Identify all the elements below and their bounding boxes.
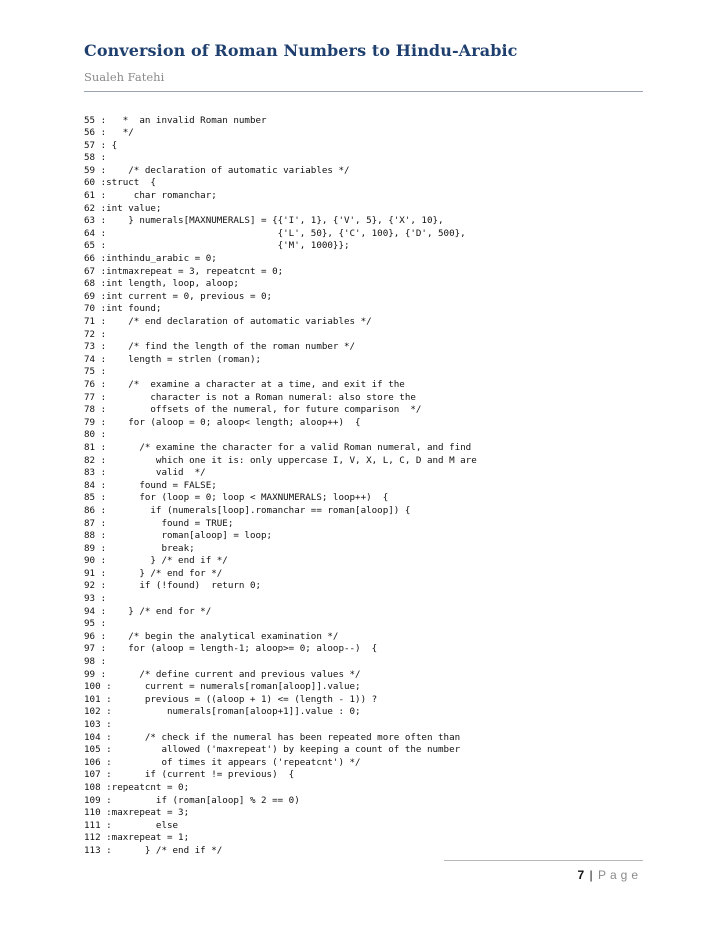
code-line: 110 :maxrepeat = 3; bbox=[84, 807, 190, 819]
code-line: 67 :intmaxrepeat = 3, repeatcnt = 0; bbox=[84, 265, 284, 277]
code-line: 105 : allowed ('maxrepeat') by keeping a count of the number bbox=[84, 744, 461, 756]
code-line: 56 : */ bbox=[84, 127, 134, 139]
code-line: 85 : for (loop = 0; loop < MAXNUMERALS; loop++) { bbox=[84, 492, 389, 504]
code-line: 76 : /* examine a character at a time, and exit if the bbox=[84, 378, 405, 390]
code-line: 72 : bbox=[84, 328, 107, 340]
code-line: 91 : } /* end for */ bbox=[84, 567, 223, 579]
document-title: Conversion of Roman Numbers to Hindu-Arabic bbox=[84, 41, 518, 60]
code-line: 58 : bbox=[84, 152, 107, 164]
code-line: 82 : which one it is: only uppercase I, V, X, L, C, D and M are bbox=[84, 454, 477, 466]
code-line: 81 : /* examine the character for a valid Roman numeral, and find bbox=[84, 441, 472, 453]
code-line: 86 : if (numerals[loop].romanchar == roman[aloop]) { bbox=[84, 504, 411, 516]
code-line: 79 : for (aloop = 0; aloop< length; aloop++) { bbox=[84, 416, 361, 428]
code-line: 75 : bbox=[84, 366, 107, 378]
code-line: 95 : bbox=[84, 618, 107, 630]
document-author: Sualeh Fatehi bbox=[84, 70, 165, 84]
footer-separator: | bbox=[589, 868, 593, 882]
code-line: 103 : bbox=[84, 719, 112, 730]
code-line: 89 : break; bbox=[84, 542, 195, 554]
code-line: 102 : numerals[roman[aloop+1]].value : 0; bbox=[84, 706, 361, 718]
code-line: 108 :repeatcnt = 0; bbox=[84, 781, 190, 793]
code-line: 65 : {'M', 1000}}; bbox=[84, 240, 350, 252]
code-line: 77 : character is not a Roman numeral: also store the bbox=[84, 391, 416, 403]
code-line: 96 : /* begin the analytical examination */ bbox=[84, 630, 339, 642]
code-line: 98 : bbox=[84, 656, 107, 668]
page-number: 7 bbox=[577, 868, 585, 882]
page-footer bbox=[577, 868, 642, 882]
code-line: 99 : /* define current and previous values */ bbox=[84, 668, 361, 680]
code-line: 92 : if (!found) return 0; bbox=[84, 580, 262, 592]
code-line: 64 : {'L', 50}, {'C', 100}, {'D', 500}, bbox=[84, 227, 466, 239]
code-listing bbox=[84, 115, 644, 858]
page-label: Page bbox=[597, 868, 642, 882]
code-line: 111 : else bbox=[84, 819, 179, 831]
code-line: 66 :inthindu_arabic = 0; bbox=[84, 253, 217, 265]
code-line: 94 : } /* end for */ bbox=[84, 605, 212, 617]
code-line: 101 : previous = ((aloop + 1) <= (length - 1)) ? bbox=[84, 693, 378, 705]
code-line: 87 : found = TRUE; bbox=[84, 517, 234, 529]
code-line: 60 :struct { bbox=[84, 177, 156, 189]
code-line: 68 :int length, loop, aloop; bbox=[84, 278, 239, 290]
code-line: 100 : current = numerals[roman[aloop]].value; bbox=[84, 681, 361, 693]
code-line: 112 :maxrepeat = 1; bbox=[84, 832, 190, 844]
footer-divider bbox=[444, 860, 643, 861]
code-line: 93 : bbox=[84, 593, 107, 605]
code-line: 104 : /* check if the numeral has been repeated more often than bbox=[84, 731, 461, 743]
code-line: 63 : } numerals[MAXNUMERALS] = {{'I', 1}, {'V', 5}, {'X', 10}, bbox=[84, 215, 444, 227]
code-line: 73 : /* find the length of the roman number */ bbox=[84, 341, 356, 353]
code-line: 84 : found = FALSE; bbox=[84, 479, 217, 491]
code-line: 74 : length = strlen (roman); bbox=[84, 353, 262, 365]
code-line: 78 : offsets of the numeral, for future comparison */ bbox=[84, 404, 422, 416]
code-line: 57 : { bbox=[84, 139, 118, 151]
code-line: 97 : for (aloop = length-1; aloop>= 0; aloop--) { bbox=[84, 643, 378, 655]
code-line: 80 : bbox=[84, 429, 107, 441]
code-line: 106 : of times it appears ('repeatcnt') */ bbox=[84, 756, 361, 768]
code-line: 88 : roman[aloop] = loop; bbox=[84, 530, 273, 542]
code-line: 70 :int found; bbox=[84, 303, 162, 315]
header-divider bbox=[84, 91, 643, 92]
code-line: 90 : } /* end if */ bbox=[84, 555, 228, 567]
code-line: 113 : } /* end if */ bbox=[84, 844, 223, 856]
code-line: 69 :int current = 0, previous = 0; bbox=[84, 290, 273, 302]
code-line: 109 : if (roman[aloop] % 2 == 0) bbox=[84, 794, 300, 806]
code-line: 71 : /* end declaration of automatic variables */ bbox=[84, 316, 372, 327]
code-line: 55 : * an invalid Roman number bbox=[84, 114, 267, 126]
code-line: 61 : char romanchar; bbox=[84, 190, 217, 202]
code-line: 62 :int value; bbox=[84, 202, 162, 214]
code-line: 83 : valid */ bbox=[84, 467, 206, 479]
code-line: 59 : /* declaration of automatic variables */ bbox=[84, 164, 350, 176]
code-line: 107 : if (current != previous) { bbox=[84, 769, 295, 781]
